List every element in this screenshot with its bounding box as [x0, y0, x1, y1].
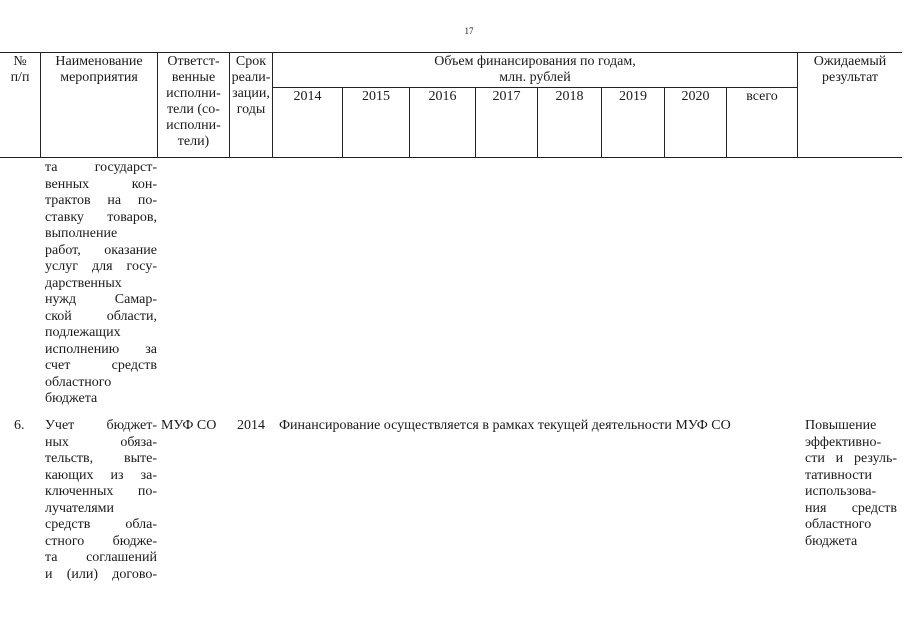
year-2017: 2017 [492, 89, 521, 104]
header-funding: Объем финансирования по годам, млн. рублей [434, 54, 636, 85]
year-2019: 2019 [619, 89, 647, 104]
year-2018: 2018 [555, 89, 584, 104]
continuation-name-cell: та государст- венных кон- трактов на по- ставку товаров, выполнение работ, оказание услуг для госу- дарственных нужд Самар- ской области, подлежащих исполнению за счет средств областного бюджета [45, 160, 157, 406]
page-number: 17 [464, 26, 474, 36]
header-bottom-border [0, 157, 902, 158]
header-num: № п/п [10, 54, 30, 85]
header-name: Наименование мероприятия [55, 54, 143, 85]
row6-name-cell: Учет бюджет- ных обяза- тельств, выте- кающих из за- ключенных по- лучателями средств обла- стного бюдже- та соглашений и (или) догово- [45, 418, 157, 582]
header-top-border [0, 52, 902, 53]
row6-responsible: МУФ СО [161, 418, 217, 433]
year-total: всего [746, 89, 778, 104]
years-row-border [272, 87, 797, 88]
year-2014: 2014 [293, 89, 322, 104]
row6-funding-note: Финансирование осуществляется в рамках текущей деятельности МУФ СО [279, 418, 731, 433]
year-2015: 2015 [362, 89, 390, 104]
header-result: Ожидаемый результат [813, 54, 887, 85]
year-2016: 2016 [428, 89, 457, 104]
row6-result-cell: Повышение эффективно- сти и резуль- тативности использова- ния средств областного бюджета [805, 418, 897, 549]
row6-term: 2014 [237, 418, 265, 433]
header-term: Срок реали- зации, годы [231, 54, 271, 117]
header-responsible: Ответст- венные исполни- тели (со- исполни- тели) [166, 54, 221, 149]
year-2020: 2020 [681, 89, 710, 104]
row6-num: 6. [14, 418, 25, 433]
